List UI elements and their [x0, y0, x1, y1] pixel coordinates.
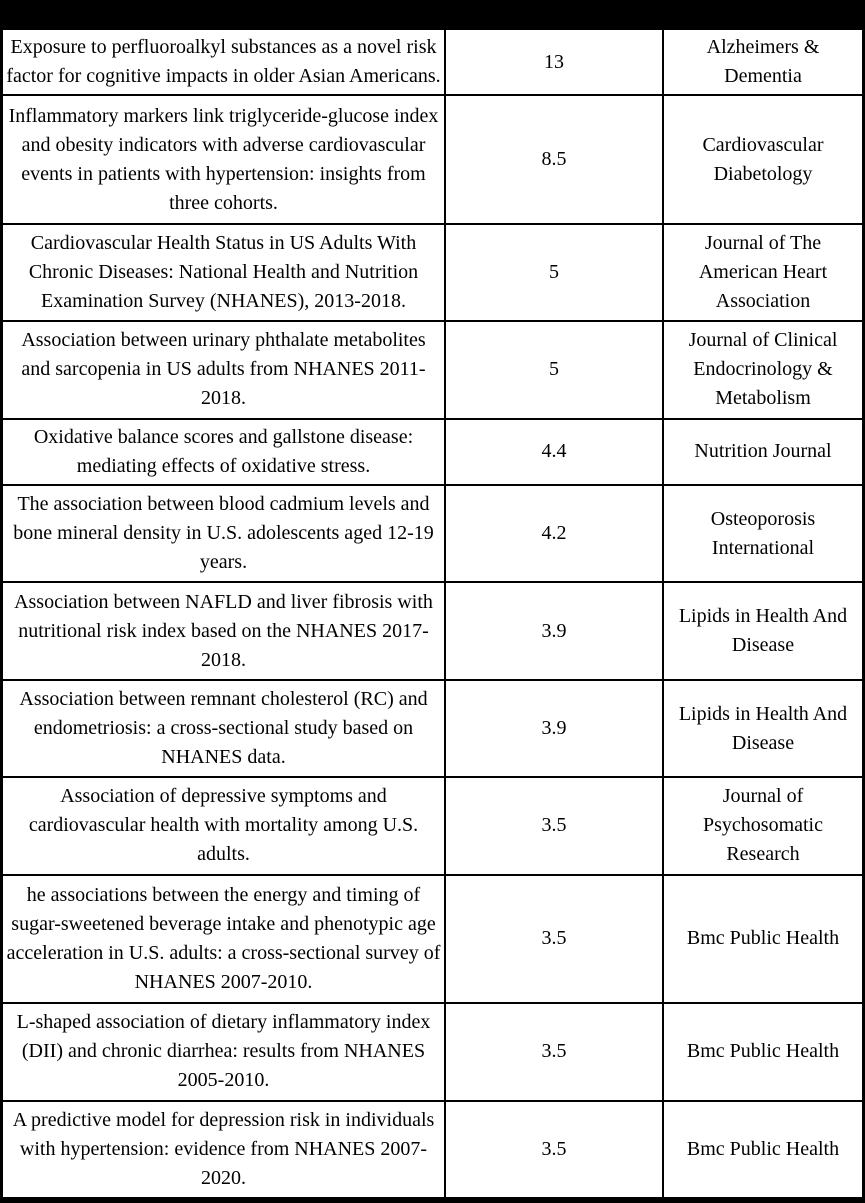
- journal-cell: Bmc Public Health: [663, 1003, 862, 1100]
- table-header-row: [3, 0, 862, 30]
- title-cell: L-shaped association of dietary inflammatory index (DII) and chronic diarrhea: results from NHANES 2005-2010.: [3, 1003, 445, 1100]
- journal-cell: Bmc Public Health: [663, 1101, 862, 1197]
- title-cell: Exposure to perfluoroalkyl substances as a novel risk factor for cognitive impacts in older Asian Americans.: [3, 30, 445, 95]
- title-cell: The association between blood cadmium levels and bone mineral density in U.S. adolescents aged 12-19 years.: [3, 485, 445, 582]
- journal-cell: Journal of Clinical Endocrinology & Metabolism: [663, 321, 862, 418]
- title-cell: Association between NAFLD and liver fibrosis with nutritional risk index based on the NHANES 2017-2018.: [3, 582, 445, 679]
- title-cell: Association between urinary phthalate metabolites and sarcopenia in US adults from NHANES 2011-2018.: [3, 321, 445, 418]
- table-row: [3, 680, 862, 777]
- header-cell-impact-factor: [289, 0, 575, 30]
- impact-factor-cell: 3.5: [445, 1003, 663, 1100]
- journal-cell: Bmc Public Health: [663, 875, 862, 1003]
- title-cell: Association between remnant cholesterol (RC) and endometriosis: a cross-sectional study based on NHANES data.: [3, 680, 445, 777]
- impact-factor-cell: 3.9: [445, 582, 663, 679]
- journal-cell: Osteoporosis International: [663, 485, 862, 582]
- header-cell-journal: [576, 0, 862, 30]
- journal-cell: Lipids in Health And Disease: [663, 680, 862, 777]
- journal-cell: Journal of Psychosomatic Research: [663, 777, 862, 874]
- impact-factor-cell: 3.5: [445, 777, 663, 874]
- impact-factor-cell: 13: [445, 30, 663, 95]
- impact-factor-cell: 5: [445, 321, 663, 418]
- table-row: [3, 30, 862, 95]
- journal-cell: Nutrition Journal: [663, 419, 862, 485]
- journal-cell: Lipids in Health And Disease: [663, 582, 862, 679]
- impact-factor-cell: 3.5: [445, 1101, 663, 1197]
- header-cell-title: [3, 0, 289, 30]
- impact-factor-cell: 4.2: [445, 485, 663, 582]
- journal-cell: Cardiovascular Diabetology: [663, 95, 862, 223]
- table-row: [3, 777, 862, 874]
- impact-factor-cell: 8.5: [445, 95, 663, 223]
- title-cell: Inflammatory markers link triglyceride-glucose index and obesity indicators with adverse cardiovascular events in patients with hypertension: insights from three cohorts.: [3, 95, 445, 223]
- table-row: [3, 321, 862, 418]
- table-row: [3, 485, 862, 582]
- impact-factor-cell: 3.9: [445, 680, 663, 777]
- title-cell: Cardiovascular Health Status in US Adults With Chronic Diseases: National Health and Nutrition Examination Survey (NHANES), 2013-2018.: [3, 224, 445, 321]
- title-cell: he associations between the energy and timing of sugar-sweetened beverage intake and phenotypic age acceleration in U.S. adults: a cross-sectional survey of NHANES 2007-2010.: [3, 875, 445, 1003]
- impact-factor-cell: 3.5: [445, 875, 663, 1003]
- table-row: [3, 1003, 862, 1100]
- table-row: [3, 582, 862, 679]
- table-row: [3, 875, 862, 1003]
- title-cell: A predictive model for depression risk in individuals with hypertension: evidence from NHANES 2007-2020.: [3, 1101, 445, 1197]
- publications-table: [3, 30, 862, 1197]
- journal-cell: Alzheimers & Dementia: [663, 30, 862, 95]
- table-row: [3, 224, 862, 321]
- title-cell: Oxidative balance scores and gallstone disease: mediating effects of oxidative stress.: [3, 419, 445, 485]
- table-row: [3, 95, 862, 223]
- title-cell: Association of depressive symptoms and cardiovascular health with mortality among U.S. adults.: [3, 777, 445, 874]
- impact-factor-cell: 5: [445, 224, 663, 321]
- impact-factor-cell: 4.4: [445, 419, 663, 485]
- table-row: [3, 419, 862, 485]
- table-body: [3, 30, 862, 1197]
- table-row: [3, 1101, 862, 1197]
- journal-cell: Journal of The American Heart Association: [663, 224, 862, 321]
